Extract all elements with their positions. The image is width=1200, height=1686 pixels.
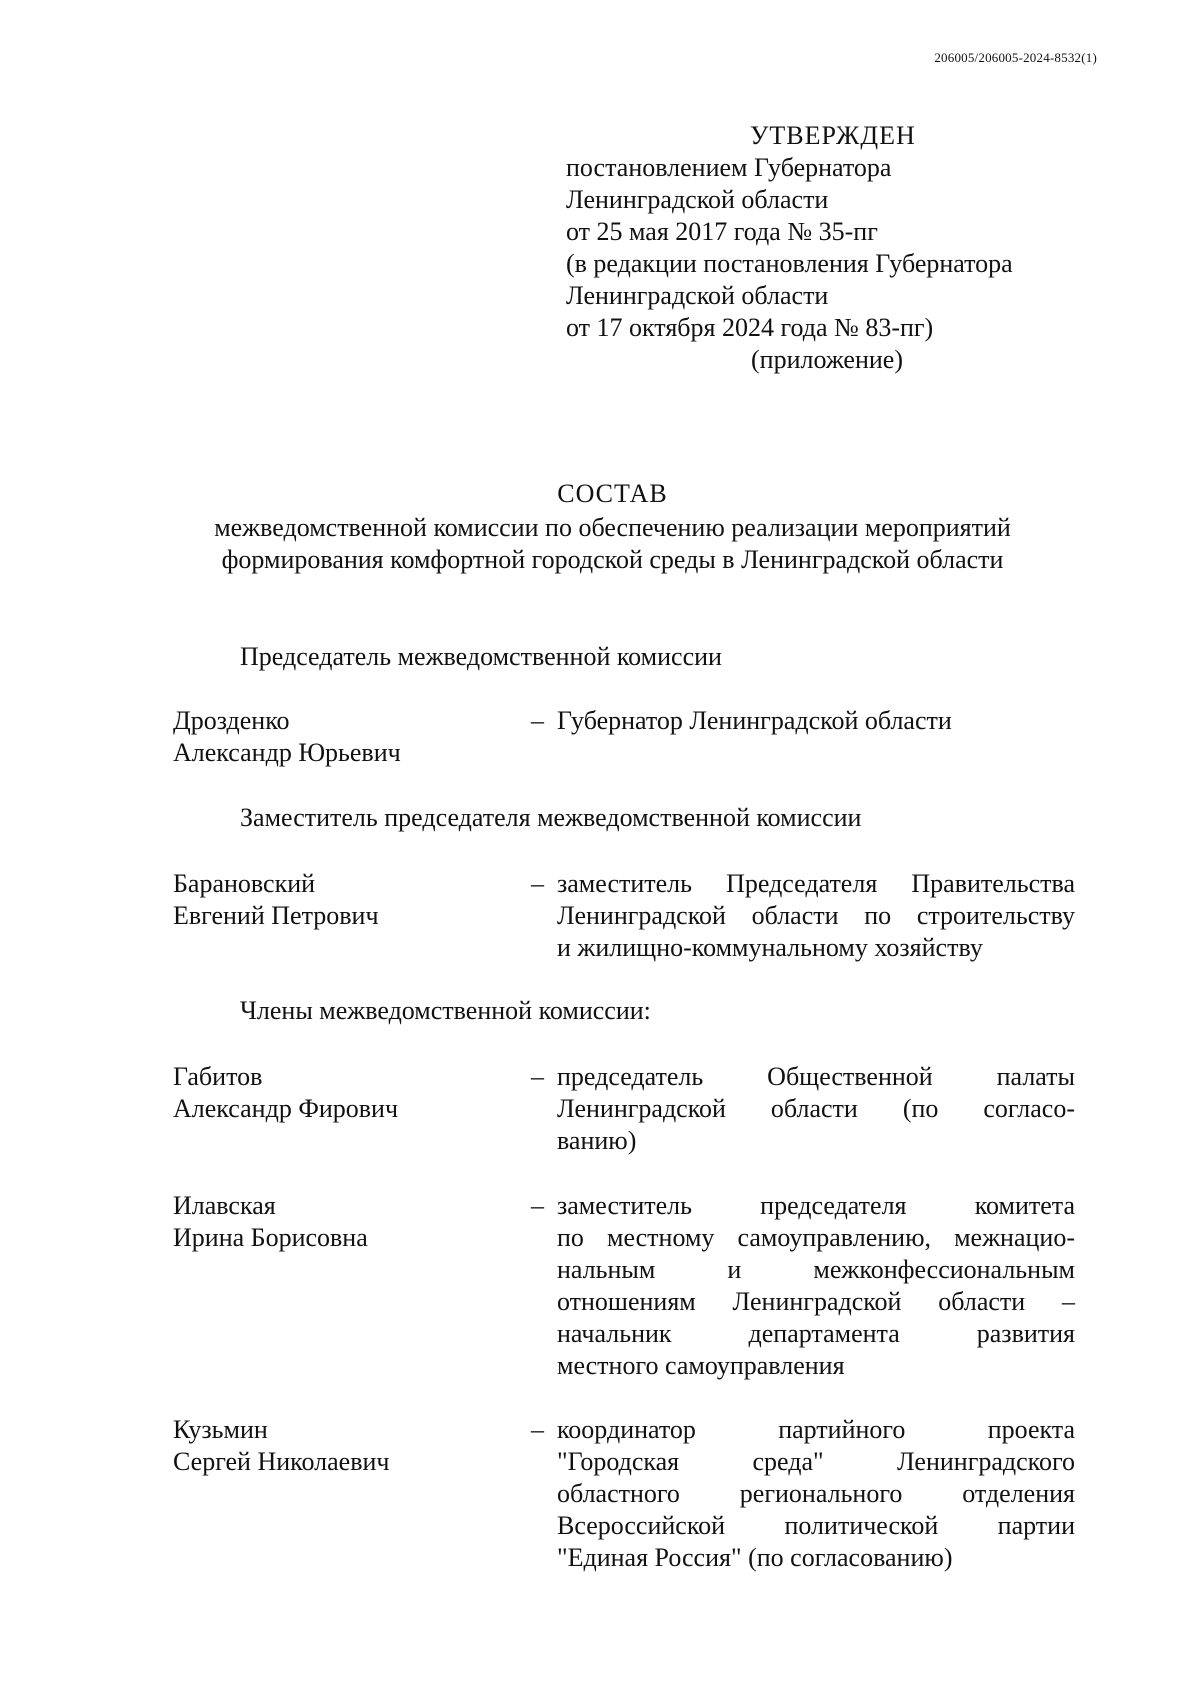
document-subtitle-line: формирования комфортной городской среды в Ленинградской области	[221, 545, 1004, 574]
member-given-name: Александр Юрьевич	[173, 738, 401, 767]
member-surname: Илавская	[173, 1191, 276, 1220]
member-surname: Барановский	[173, 869, 316, 898]
role-line: отношениям Ленинградской области –	[557, 1287, 1075, 1316]
appendix-note: (приложение)	[751, 345, 904, 374]
dash-separator: –	[531, 1415, 544, 1444]
role-line: координатор партийного проекта	[557, 1415, 1075, 1444]
role-line: и жилищно-коммунальному хозяйству	[557, 933, 983, 962]
approval-line: от 17 октября 2024 года № 83-пг)	[566, 313, 934, 342]
member-surname: Кузьмин	[173, 1415, 268, 1444]
role-line: Ленинградской области (по согласо-	[557, 1094, 1075, 1123]
member-name	[173, 1061, 503, 1125]
member-role	[557, 1414, 1075, 1574]
approval-stamp: УТВЕРЖДЕН	[750, 121, 916, 150]
member-name	[173, 868, 503, 932]
dash-separator: –	[531, 869, 544, 898]
role-line: по местному самоуправлению, межнацио-	[557, 1223, 1075, 1252]
role-line: начальник департамента развития	[557, 1319, 1075, 1348]
approval-line: Ленинградской области	[566, 185, 829, 214]
document-number: 206005/206005-2024-8532(1)	[934, 50, 1097, 65]
member-role	[557, 1061, 1075, 1157]
dash-separator: –	[531, 1191, 544, 1220]
member-role	[557, 705, 1075, 737]
dash-separator: –	[531, 706, 544, 735]
role-line: "Городская среда" Ленинградского	[557, 1447, 1075, 1476]
member-role	[557, 868, 1075, 964]
member-surname: Дрозденко	[173, 706, 290, 735]
approval-line: (в редакции постановления Губернатора	[566, 249, 1013, 278]
document-heading	[150, 478, 1075, 576]
role-line: Губернатор Ленинградской области	[557, 706, 952, 735]
role-line: местного самоуправления	[557, 1351, 845, 1380]
approval-line: постановлением Губернатора	[566, 153, 892, 182]
role-line: председатель Общественной палаты	[557, 1062, 1075, 1091]
member-name	[173, 705, 503, 769]
role-line: заместитель Председателя Правительства	[557, 869, 1075, 898]
member-given-name: Сергей Николаевич	[173, 1447, 390, 1476]
member-given-name: Ирина Борисовна	[173, 1223, 368, 1252]
member-role	[557, 1190, 1075, 1382]
member-name	[173, 1414, 503, 1478]
member-given-name: Евгений Петрович	[173, 901, 379, 930]
member-name	[173, 1190, 503, 1254]
section-deputy-heading: Заместитель председателя межведомственной комиссии	[240, 803, 862, 832]
role-line: Ленинградской области по строительству	[557, 901, 1075, 930]
role-line: Всероссийской политической партии	[557, 1511, 1075, 1540]
section-members-heading: Члены межведомственной комиссии:	[240, 996, 651, 1025]
role-line: ванию)	[557, 1126, 637, 1155]
dash-separator: –	[531, 1062, 544, 1091]
role-line: нальным и межконфессиональным	[557, 1255, 1075, 1284]
section-chair-heading: Председатель межведомственной комиссии	[240, 642, 722, 671]
role-line: областного регионального отделения	[557, 1479, 1075, 1508]
document-subtitle-line: межведомственной комиссии по обеспечению реализации мероприятий	[214, 513, 1011, 542]
role-line: "Единая Россия" (по согласованию)	[557, 1543, 953, 1572]
member-given-name: Александр Фирович	[173, 1094, 399, 1123]
approval-block	[566, 120, 1086, 376]
role-line: заместитель председателя комитета	[557, 1191, 1075, 1220]
member-surname: Габитов	[173, 1062, 263, 1091]
approval-line: от 25 мая 2017 года № 35-пг	[566, 217, 878, 246]
document-title: СОСТАВ	[557, 479, 668, 508]
approval-line: Ленинградской области	[566, 281, 829, 310]
